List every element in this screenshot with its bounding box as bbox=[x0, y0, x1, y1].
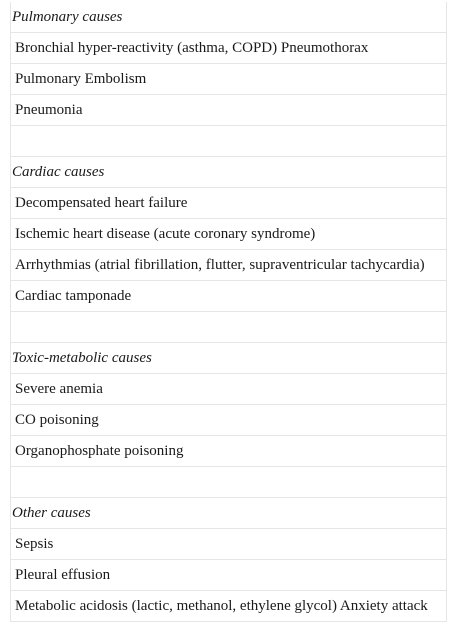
blank-row bbox=[11, 126, 446, 157]
cause-text: Organophosphate poisoning bbox=[15, 443, 184, 459]
section-header-text: Cardiac causes bbox=[12, 164, 105, 180]
cause-text: Severe anemia bbox=[15, 381, 103, 397]
cause-text: Pneumonia bbox=[15, 102, 83, 118]
table-row bbox=[11, 64, 446, 95]
table-row bbox=[11, 219, 446, 250]
section-header-text: Toxic-metabolic causes bbox=[12, 350, 152, 366]
cause-text: Pleural effusion bbox=[15, 567, 111, 583]
section-header-pulmonary bbox=[11, 2, 446, 33]
cause-text: Arrhythmias (atrial fibrillation, flutter, supraventricular tachycardia) bbox=[15, 257, 425, 273]
cause-text: Metabolic acidosis (lactic, methanol, ethylene glycol) Anxiety attack bbox=[15, 598, 428, 614]
table-row bbox=[11, 436, 446, 467]
cause-text: Bronchial hyper-reactivity (asthma, COPD) Pneumothorax bbox=[15, 40, 369, 56]
table-row bbox=[11, 33, 446, 64]
section-header-toxic-metabolic bbox=[11, 343, 446, 374]
table-row bbox=[11, 560, 446, 591]
table-row bbox=[11, 250, 446, 281]
section-header-text: Other causes bbox=[12, 505, 91, 521]
cause-text: Decompensated heart failure bbox=[15, 195, 188, 211]
blank-row bbox=[11, 467, 446, 498]
section-header-cardiac bbox=[11, 157, 446, 188]
causes-table bbox=[10, 2, 447, 622]
table-row bbox=[11, 188, 446, 219]
cause-text: Cardiac tamponade bbox=[15, 288, 132, 304]
table-row bbox=[11, 374, 446, 405]
table-row bbox=[11, 529, 446, 560]
section-header-text: Pulmonary causes bbox=[12, 9, 123, 25]
table-row bbox=[11, 591, 446, 622]
section-header-other bbox=[11, 498, 446, 529]
cause-text: CO poisoning bbox=[15, 412, 99, 428]
cause-text: Ischemic heart disease (acute coronary syndrome) bbox=[15, 226, 316, 242]
blank-row bbox=[11, 312, 446, 343]
table-row bbox=[11, 281, 446, 312]
table-row bbox=[11, 405, 446, 436]
table-row bbox=[11, 95, 446, 126]
cause-text: Pulmonary Embolism bbox=[15, 71, 147, 87]
cause-text: Sepsis bbox=[15, 536, 54, 552]
